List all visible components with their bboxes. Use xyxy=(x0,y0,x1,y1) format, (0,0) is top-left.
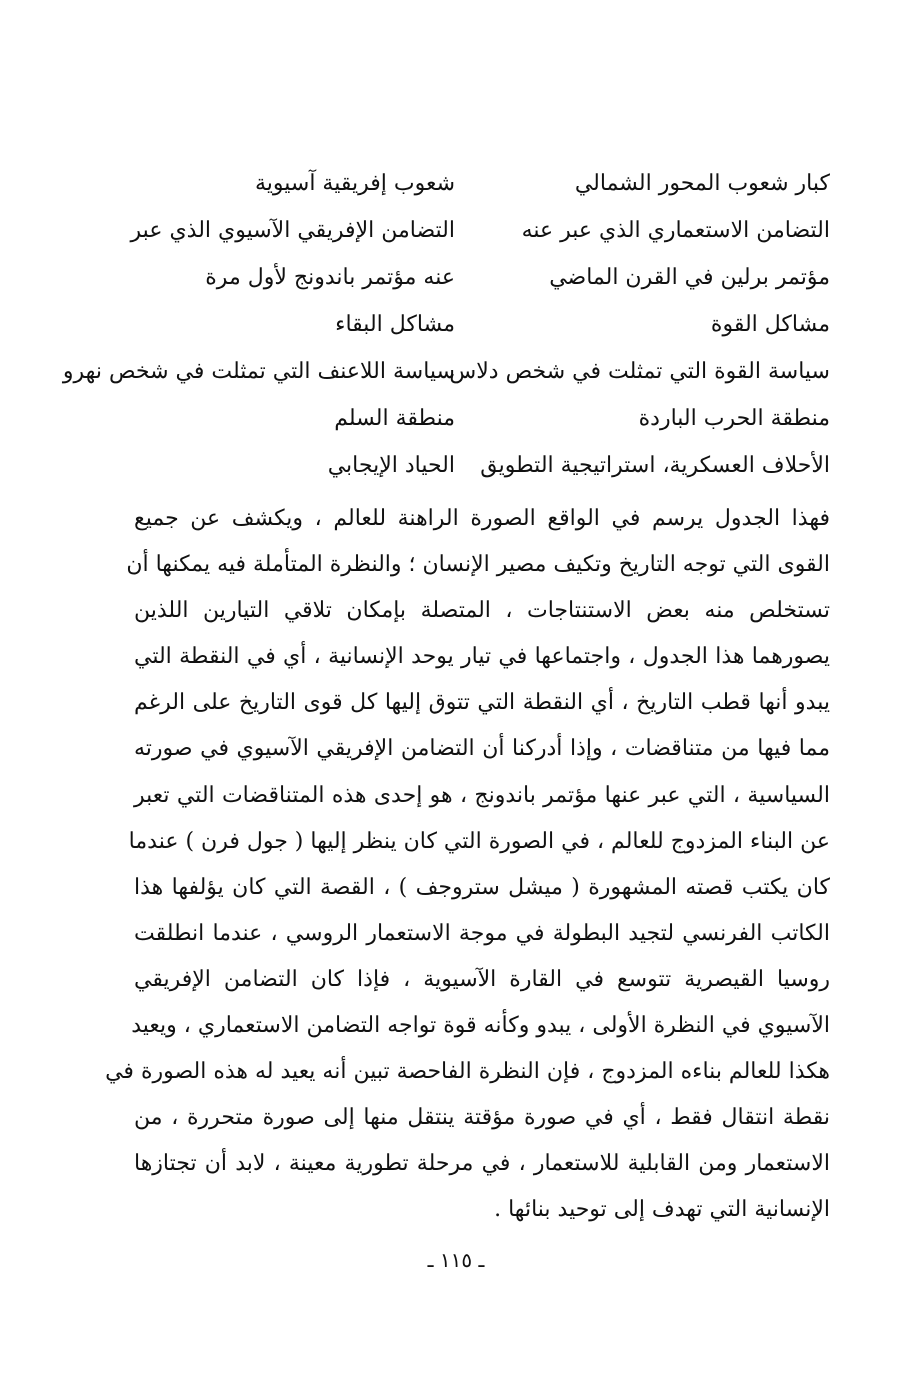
table-cell-left: منطقة السلم xyxy=(334,406,455,431)
table-cell-right: منطقة الحرب الباردة xyxy=(638,406,830,431)
body-paragraph xyxy=(105,496,830,1234)
table-cell-left: التضامن الإفريقي الآسيوي الذي عبر xyxy=(130,218,455,243)
paragraph-line: الإنسانية التي تهدف إلى توحيد بنائها . xyxy=(494,1197,830,1223)
table-row xyxy=(130,160,830,207)
paragraph-line: الاستعمار ومن القابلية للاستعمار ، في مرحلة تطورية معينة ، لابد أن تجتازها xyxy=(134,1151,830,1177)
paragraph-line: الكاتب الفرنسي لتجيد البطولة في موجة الاستعمار الروسي ، عندما انطلقت xyxy=(134,920,830,946)
table-cell-right: مؤتمر برلين في القرن الماضي xyxy=(549,265,830,290)
paragraph-line: روسيا القيصرية تتوسع في القارة الآسيوية ، فإذا كان التضامن الإفريقي xyxy=(134,966,830,992)
table-cell-left: سياسة اللاعنف التي تمثلت في شخص نهرو xyxy=(62,359,455,384)
table-cell-left: مشاكل البقاء xyxy=(335,312,455,337)
table-cell-right: مشاكل القوة xyxy=(710,312,830,337)
table-cell-left: شعوب إفريقية آسيوية xyxy=(254,171,455,196)
table-cell-right: كبار شعوب المحور الشمالي xyxy=(574,171,830,196)
paragraph-line: يبدو أنها قطب التاريخ ، أي النقطة التي تتوق إليها كل قوى التاريخ على الرغم xyxy=(134,690,830,716)
table-cell-left: عنه مؤتمر باندونج لأول مرة xyxy=(205,265,455,290)
paragraph-line: تستخلص منه بعض الاستنتاجات ، المتصلة بإمكان تلاقي التيارين اللذين xyxy=(134,598,830,624)
paragraph-line: هكذا للعالم بناءه المزدوج ، فإن النظرة الفاحصة تبين أنه يعيد له هذه الصورة في xyxy=(105,1059,830,1085)
table-cell-right: الأحلاف العسكرية، استراتيجية التطويق xyxy=(480,453,830,478)
paragraph-line: الآسيوي في النظرة الأولى ، يبدو وكأنه قوة تواجه التضامن الاستعماري ، ويعيد xyxy=(131,1013,830,1039)
page-number: ـ ١١٥ ـ xyxy=(427,1248,485,1272)
table-row xyxy=(62,348,830,395)
paragraph-line: مما فيها من متناقضات ، وإذا أدركنا أن التضامن الإفريقي الآسيوي في صورته xyxy=(134,736,830,762)
table-cell-right: التضامن الاستعماري الذي عبر عنه xyxy=(521,218,830,243)
paragraph-line: يصورهما هذا الجدول ، واجتماعها في تيار يوحد الإنسانية ، أي في النقطة التي xyxy=(134,644,830,670)
paragraph-line: كان يكتب قصته المشهورة ( ميشل ستروجف ) ، القصة التي كان يؤلفها هذا xyxy=(134,874,830,900)
paragraph-line: السياسية ، التي عبر عنها مؤتمر باندونج ، هو إحدى هذه المتناقضات التي تعبر xyxy=(134,782,830,808)
table-cell-right: سياسة القوة التي تمثلت في شخص دلاس xyxy=(449,359,830,384)
paragraph-line: القوى التي توجه التاريخ وتكيف مصير الإنسان ؛ والنظرة المتأملة فيه يمكنها أن xyxy=(126,552,830,578)
comparison-table xyxy=(62,160,830,489)
paragraph-line: نقطة انتقال فقط ، أي في صورة مؤقتة ينتقل منها إلى صورة متحررة ، من xyxy=(134,1105,830,1131)
table-row xyxy=(130,301,830,348)
table-row xyxy=(130,254,830,301)
table-cell-left: الحياد الإيجابي xyxy=(327,453,455,478)
table-row xyxy=(130,395,830,442)
table-row xyxy=(130,207,830,254)
table-row xyxy=(130,442,830,489)
paragraph-line: عن البناء المزدوج للعالم ، في الصورة التي كان ينظر إليها ( جول فرن ) عندما xyxy=(128,828,830,854)
paragraph-line: فهذا الجدول يرسم في الواقع الصورة الراهنة للعالم ، ويكشف عن جميع xyxy=(134,506,830,531)
